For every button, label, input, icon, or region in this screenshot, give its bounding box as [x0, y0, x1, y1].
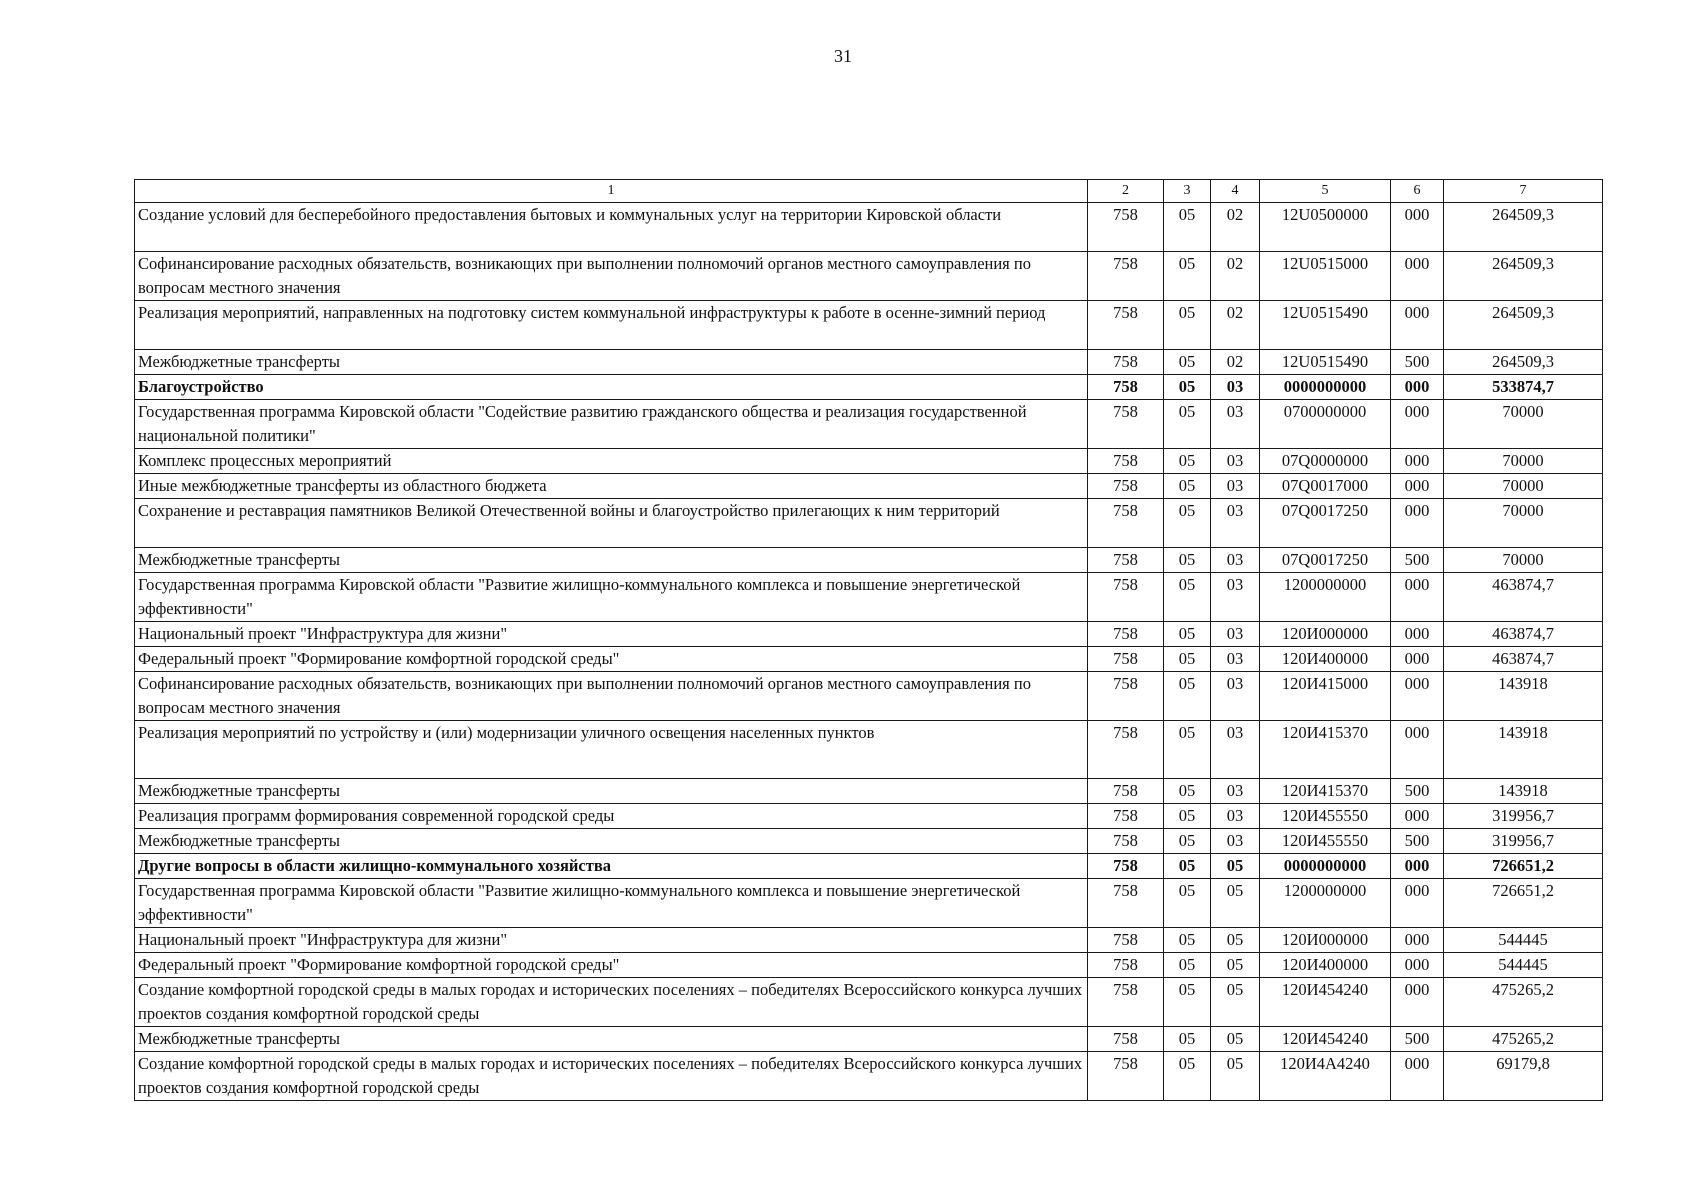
row-code-6-cell: 000	[1391, 928, 1444, 953]
row-code-3-cell: 05	[1164, 1052, 1211, 1101]
row-code-5-cell: 07Q0017250	[1260, 499, 1391, 548]
row-code-2-cell: 758	[1088, 449, 1164, 474]
row-code-3-cell: 05	[1164, 474, 1211, 499]
row-amount-cell: 143918	[1444, 779, 1603, 804]
row-amount-cell: 264509,3	[1444, 350, 1603, 375]
row-name-cell: Реализация мероприятий по устройству и (или) модернизации уличного освещения населенных пунктов	[135, 721, 1088, 779]
row-code-6-cell: 000	[1391, 672, 1444, 721]
row-code-5-cell: 12U0500000	[1260, 203, 1391, 252]
row-code-2-cell: 758	[1088, 400, 1164, 449]
row-amount-cell: 726651,2	[1444, 854, 1603, 879]
row-code-2-cell: 758	[1088, 499, 1164, 548]
row-code-5-cell: 1200000000	[1260, 573, 1391, 622]
row-code-3-cell: 05	[1164, 978, 1211, 1027]
row-code-5-cell: 120И454240	[1260, 1027, 1391, 1052]
row-code-4-cell: 02	[1211, 252, 1260, 301]
row-code-3-cell: 05	[1164, 928, 1211, 953]
budget-table	[134, 179, 1603, 1101]
table-row	[135, 375, 1603, 400]
row-code-5-cell: 120И000000	[1260, 622, 1391, 647]
row-name-cell: Софинансирование расходных обязательств, возникающих при выполнении полномочий органов местного самоуправления по вопросам местного значения	[135, 252, 1088, 301]
row-code-5-cell: 07Q0017250	[1260, 548, 1391, 573]
row-amount-cell: 264509,3	[1444, 203, 1603, 252]
row-code-5-cell: 12U0515490	[1260, 301, 1391, 350]
row-name-cell: Благоустройство	[135, 375, 1088, 400]
table-body	[135, 203, 1603, 1101]
row-code-6-cell: 500	[1391, 548, 1444, 573]
row-code-2-cell: 758	[1088, 672, 1164, 721]
row-code-3-cell: 05	[1164, 573, 1211, 622]
row-code-4-cell: 05	[1211, 953, 1260, 978]
row-code-3-cell: 05	[1164, 350, 1211, 375]
row-code-4-cell: 02	[1211, 350, 1260, 375]
row-code-5-cell: 0000000000	[1260, 854, 1391, 879]
row-code-6-cell: 000	[1391, 474, 1444, 499]
table-row	[135, 474, 1603, 499]
row-name-cell: Федеральный проект "Формирование комфортной городской среды"	[135, 647, 1088, 672]
table-row	[135, 252, 1603, 301]
row-code-5-cell: 07Q0017000	[1260, 474, 1391, 499]
row-amount-cell: 70000	[1444, 499, 1603, 548]
page-number: 31	[834, 46, 852, 66]
row-code-5-cell: 12U0515000	[1260, 252, 1391, 301]
row-amount-cell: 69179,8	[1444, 1052, 1603, 1101]
row-code-5-cell: 120И415000	[1260, 672, 1391, 721]
table-row	[135, 928, 1603, 953]
row-code-3-cell: 05	[1164, 375, 1211, 400]
row-code-3-cell: 05	[1164, 548, 1211, 573]
row-name-cell: Федеральный проект "Формирование комфортной городской среды"	[135, 953, 1088, 978]
row-code-6-cell: 000	[1391, 622, 1444, 647]
row-code-3-cell: 05	[1164, 721, 1211, 779]
row-amount-cell: 70000	[1444, 474, 1603, 499]
row-name-cell: Создание комфортной городской среды в малых городах и исторических поселениях – победителях Всероссийского конкурса лучших проектов создания комфортной городской среды	[135, 978, 1088, 1027]
row-code-6-cell: 500	[1391, 779, 1444, 804]
row-code-3-cell: 05	[1164, 854, 1211, 879]
row-amount-cell: 143918	[1444, 721, 1603, 779]
row-code-5-cell: 120И455550	[1260, 804, 1391, 829]
row-name-cell: Межбюджетные трансферты	[135, 829, 1088, 854]
row-amount-cell: 319956,7	[1444, 829, 1603, 854]
row-code-4-cell: 03	[1211, 804, 1260, 829]
row-code-6-cell: 000	[1391, 854, 1444, 879]
table-row	[135, 1052, 1603, 1101]
row-code-5-cell: 12U0515490	[1260, 350, 1391, 375]
row-code-2-cell: 758	[1088, 721, 1164, 779]
row-amount-cell: 70000	[1444, 400, 1603, 449]
row-code-6-cell: 000	[1391, 804, 1444, 829]
table-row	[135, 301, 1603, 350]
row-code-4-cell: 03	[1211, 672, 1260, 721]
table-row	[135, 854, 1603, 879]
row-code-4-cell: 03	[1211, 779, 1260, 804]
row-code-4-cell: 02	[1211, 301, 1260, 350]
table-row	[135, 1027, 1603, 1052]
row-code-4-cell: 02	[1211, 203, 1260, 252]
row-amount-cell: 463874,7	[1444, 573, 1603, 622]
row-code-3-cell: 05	[1164, 879, 1211, 928]
header-col-3: 3	[1164, 180, 1211, 203]
row-amount-cell: 264509,3	[1444, 301, 1603, 350]
row-code-4-cell: 03	[1211, 474, 1260, 499]
row-code-3-cell: 05	[1164, 829, 1211, 854]
row-name-cell: Софинансирование расходных обязательств, возникающих при выполнении полномочий органов местного самоуправления по вопросам местного значения	[135, 672, 1088, 721]
row-name-cell: Другие вопросы в области жилищно-коммунального хозяйства	[135, 854, 1088, 879]
row-code-5-cell: 120И455550	[1260, 829, 1391, 854]
row-code-6-cell: 000	[1391, 449, 1444, 474]
row-code-2-cell: 758	[1088, 978, 1164, 1027]
row-name-cell: Межбюджетные трансферты	[135, 779, 1088, 804]
table-row	[135, 548, 1603, 573]
row-code-6-cell: 000	[1391, 1052, 1444, 1101]
row-code-2-cell: 758	[1088, 879, 1164, 928]
table-row	[135, 573, 1603, 622]
header-col-2: 2	[1088, 180, 1164, 203]
row-code-4-cell: 03	[1211, 647, 1260, 672]
row-code-2-cell: 758	[1088, 301, 1164, 350]
row-code-2-cell: 758	[1088, 953, 1164, 978]
row-code-6-cell: 000	[1391, 721, 1444, 779]
table-row	[135, 978, 1603, 1027]
table-row	[135, 449, 1603, 474]
row-code-2-cell: 758	[1088, 1052, 1164, 1101]
row-code-3-cell: 05	[1164, 203, 1211, 252]
row-code-4-cell: 05	[1211, 978, 1260, 1027]
row-code-5-cell: 120И400000	[1260, 647, 1391, 672]
row-code-2-cell: 758	[1088, 928, 1164, 953]
row-code-4-cell: 03	[1211, 499, 1260, 548]
row-name-cell: Национальный проект "Инфраструктура для жизни"	[135, 622, 1088, 647]
header-col-5: 5	[1260, 180, 1391, 203]
row-code-4-cell: 05	[1211, 928, 1260, 953]
row-name-cell: Межбюджетные трансферты	[135, 350, 1088, 375]
row-amount-cell: 70000	[1444, 449, 1603, 474]
row-code-5-cell: 120И4А4240	[1260, 1052, 1391, 1101]
row-code-5-cell: 0700000000	[1260, 400, 1391, 449]
row-amount-cell: 544445	[1444, 953, 1603, 978]
row-code-6-cell: 500	[1391, 350, 1444, 375]
row-code-6-cell: 000	[1391, 879, 1444, 928]
row-code-4-cell: 03	[1211, 721, 1260, 779]
row-code-2-cell: 758	[1088, 1027, 1164, 1052]
row-code-2-cell: 758	[1088, 474, 1164, 499]
row-code-2-cell: 758	[1088, 854, 1164, 879]
row-code-4-cell: 03	[1211, 375, 1260, 400]
row-code-2-cell: 758	[1088, 573, 1164, 622]
row-code-6-cell: 000	[1391, 573, 1444, 622]
row-code-2-cell: 758	[1088, 203, 1164, 252]
row-amount-cell: 544445	[1444, 928, 1603, 953]
row-name-cell: Национальный проект "Инфраструктура для жизни"	[135, 928, 1088, 953]
row-code-4-cell: 05	[1211, 1052, 1260, 1101]
row-code-6-cell: 000	[1391, 978, 1444, 1027]
row-code-5-cell: 1200000000	[1260, 879, 1391, 928]
row-name-cell: Сохранение и реставрация памятников Великой Отечественной войны и благоустройство прилегающих к ним территорий	[135, 499, 1088, 548]
row-code-6-cell: 000	[1391, 953, 1444, 978]
row-name-cell: Государственная программа Кировской области "Содействие развитию гражданского общества и реализация государственной национальной политики"	[135, 400, 1088, 449]
row-code-2-cell: 758	[1088, 622, 1164, 647]
row-code-2-cell: 758	[1088, 779, 1164, 804]
row-code-2-cell: 758	[1088, 548, 1164, 573]
row-amount-cell: 463874,7	[1444, 622, 1603, 647]
row-code-3-cell: 05	[1164, 301, 1211, 350]
row-code-4-cell: 05	[1211, 1027, 1260, 1052]
table-row	[135, 672, 1603, 721]
row-code-5-cell: 120И400000	[1260, 953, 1391, 978]
header-col-4: 4	[1211, 180, 1260, 203]
table-row	[135, 647, 1603, 672]
row-amount-cell: 726651,2	[1444, 879, 1603, 928]
row-amount-cell: 475265,2	[1444, 1027, 1603, 1052]
row-code-3-cell: 05	[1164, 622, 1211, 647]
row-code-4-cell: 03	[1211, 400, 1260, 449]
row-code-2-cell: 758	[1088, 829, 1164, 854]
row-amount-cell: 143918	[1444, 672, 1603, 721]
row-amount-cell: 264509,3	[1444, 252, 1603, 301]
table-row	[135, 203, 1603, 252]
row-code-6-cell: 000	[1391, 647, 1444, 672]
row-code-3-cell: 05	[1164, 779, 1211, 804]
row-code-4-cell: 03	[1211, 548, 1260, 573]
row-code-5-cell: 120И415370	[1260, 779, 1391, 804]
row-code-6-cell: 500	[1391, 829, 1444, 854]
table-row	[135, 400, 1603, 449]
row-code-2-cell: 758	[1088, 375, 1164, 400]
row-code-3-cell: 05	[1164, 647, 1211, 672]
row-name-cell: Межбюджетные трансферты	[135, 548, 1088, 573]
row-code-6-cell: 000	[1391, 301, 1444, 350]
row-name-cell: Государственная программа Кировской области "Развитие жилищно-коммунального комплекса и повышение энергетической эффективности"	[135, 573, 1088, 622]
row-name-cell: Иные межбюджетные трансферты из областного бюджета	[135, 474, 1088, 499]
row-code-6-cell: 000	[1391, 499, 1444, 548]
row-code-4-cell: 03	[1211, 573, 1260, 622]
row-code-3-cell: 05	[1164, 499, 1211, 548]
row-name-cell: Реализация программ формирования современной городской среды	[135, 804, 1088, 829]
row-name-cell: Государственная программа Кировской области "Развитие жилищно-коммунального комплекса и повышение энергетической эффективности"	[135, 879, 1088, 928]
row-code-4-cell: 03	[1211, 829, 1260, 854]
row-code-6-cell: 500	[1391, 1027, 1444, 1052]
row-code-3-cell: 05	[1164, 252, 1211, 301]
row-code-4-cell: 03	[1211, 622, 1260, 647]
row-code-5-cell: 120И454240	[1260, 978, 1391, 1027]
row-code-3-cell: 05	[1164, 1027, 1211, 1052]
row-code-3-cell: 05	[1164, 672, 1211, 721]
table-row	[135, 779, 1603, 804]
row-code-6-cell: 000	[1391, 252, 1444, 301]
row-name-cell: Межбюджетные трансферты	[135, 1027, 1088, 1052]
row-code-2-cell: 758	[1088, 350, 1164, 375]
header-row	[135, 180, 1603, 203]
row-code-4-cell: 05	[1211, 879, 1260, 928]
row-name-cell: Создание комфортной городской среды в малых городах и исторических поселениях – победителях Всероссийского конкурса лучших проектов создания комфортной городской среды	[135, 1052, 1088, 1101]
row-code-5-cell: 07Q0000000	[1260, 449, 1391, 474]
row-name-cell: Комплекс процессных мероприятий	[135, 449, 1088, 474]
table-row	[135, 953, 1603, 978]
row-code-5-cell: 120И415370	[1260, 721, 1391, 779]
row-code-3-cell: 05	[1164, 449, 1211, 474]
row-code-6-cell: 000	[1391, 375, 1444, 400]
row-name-cell: Создание условий для бесперебойного предоставления бытовых и коммунальных услуг на территории Кировской области	[135, 203, 1088, 252]
row-code-4-cell: 03	[1211, 449, 1260, 474]
row-code-2-cell: 758	[1088, 647, 1164, 672]
header-col-7: 7	[1444, 180, 1603, 203]
header-col-1: 1	[135, 180, 1088, 203]
row-amount-cell: 70000	[1444, 548, 1603, 573]
row-code-3-cell: 05	[1164, 400, 1211, 449]
table-row	[135, 622, 1603, 647]
row-code-2-cell: 758	[1088, 252, 1164, 301]
row-name-cell: Реализация мероприятий, направленных на подготовку систем коммунальной инфраструктуры к работе в осенне-зимний период	[135, 301, 1088, 350]
row-code-4-cell: 05	[1211, 854, 1260, 879]
row-code-2-cell: 758	[1088, 804, 1164, 829]
table-row	[135, 350, 1603, 375]
row-code-6-cell: 000	[1391, 203, 1444, 252]
row-amount-cell: 475265,2	[1444, 978, 1603, 1027]
table-row	[135, 721, 1603, 779]
row-amount-cell: 319956,7	[1444, 804, 1603, 829]
table-row	[135, 499, 1603, 548]
row-amount-cell: 463874,7	[1444, 647, 1603, 672]
row-code-3-cell: 05	[1164, 953, 1211, 978]
row-code-5-cell: 0000000000	[1260, 375, 1391, 400]
row-code-5-cell: 120И000000	[1260, 928, 1391, 953]
table-row	[135, 804, 1603, 829]
row-code-3-cell: 05	[1164, 804, 1211, 829]
row-amount-cell: 533874,7	[1444, 375, 1603, 400]
row-code-6-cell: 000	[1391, 400, 1444, 449]
table-row	[135, 879, 1603, 928]
table-row	[135, 829, 1603, 854]
header-col-6: 6	[1391, 180, 1444, 203]
